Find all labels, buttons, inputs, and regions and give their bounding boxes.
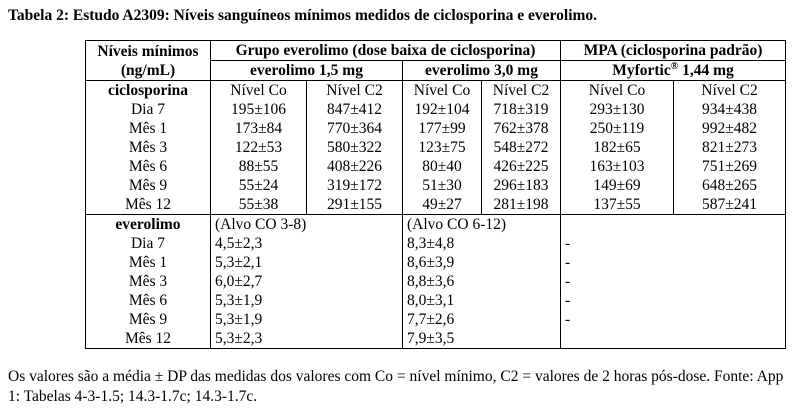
table-cell: 580±322 (307, 138, 403, 157)
table-cell: - (561, 310, 786, 329)
table-cell: 173±84 (211, 119, 307, 138)
table-cell: 770±364 (307, 119, 403, 138)
col-header: Nível C2 (307, 81, 403, 101)
table-cell: 718±319 (482, 100, 561, 119)
everolimo-label: everolimo (86, 215, 211, 235)
ciclosporina-section-row (86, 81, 786, 101)
table-cell: 319±172 (307, 176, 403, 195)
row-label: Mês 9 (86, 176, 211, 195)
table-row (86, 119, 786, 138)
trough-levels-table (85, 40, 786, 349)
table-cell: 5,3±2,3 (211, 329, 403, 349)
table-cell: - (561, 291, 786, 310)
table-cell: - (561, 272, 786, 291)
rowlabel-header-line2: (ng/mL) (120, 61, 176, 79)
table-cell: - (561, 253, 786, 272)
table-cell: 992±482 (674, 119, 786, 138)
table-cell: 648±265 (674, 176, 786, 195)
table-cell: 5,3±1,9 (211, 310, 403, 329)
row-label: Mês 3 (86, 272, 211, 291)
table-cell: 426±225 (482, 157, 561, 176)
group-mpa-header: MPA (ciclosporina padrão) (561, 41, 786, 61)
sub-header-everolimo-1-5: everolimo 1,5 mg (211, 61, 403, 81)
row-label: Mês 6 (86, 157, 211, 176)
row-label: Mês 1 (86, 119, 211, 138)
table-row (86, 100, 786, 119)
table-cell: 296±183 (482, 176, 561, 195)
table-cell: 8,3±4,8 (403, 234, 561, 253)
table-cell: 195±106 (211, 100, 307, 119)
table-cell: 51±30 (403, 176, 482, 195)
table-cell: 192±104 (403, 100, 482, 119)
sub-header-everolimo-3-0: everolimo 3,0 mg (403, 61, 561, 81)
table-cell: 123±75 (403, 138, 482, 157)
row-label: Mês 6 (86, 291, 211, 310)
everolimo-section-row (86, 215, 786, 235)
table-row (86, 176, 786, 195)
row-label: Dia 7 (86, 100, 211, 119)
col-header: Nível Co (403, 81, 482, 101)
rowlabel-header (86, 41, 211, 81)
table-cell: 137±55 (561, 195, 674, 215)
table-cell: 55±38 (211, 195, 307, 215)
table-footnote: Os valores são a média ± DP das medidas dos valores com Co = nível mínimo, C2 = valores de 2 horas pós-dose. Fonte: App 1: Tabelas 4-3-1.5; 14.3-1.7c; 14.3-1.7c. (8, 368, 784, 405)
table-cell: 293±130 (561, 100, 674, 119)
mpa-empty-cell (561, 215, 786, 235)
table-cell: 4,5±2,3 (211, 234, 403, 253)
table-row (86, 234, 786, 253)
table-caption: Tabela 2: Estudo A2309: Níveis sanguíneos mínimos medidos de ciclosporina e everolimo. (8, 7, 598, 24)
table-cell: 177±99 (403, 119, 482, 138)
ciclosporina-label: ciclosporina (86, 81, 211, 101)
col-header: Nível C2 (482, 81, 561, 101)
table-row (86, 272, 786, 291)
table-cell: 7,9±3,5 (403, 329, 561, 349)
table-row (86, 253, 786, 272)
col-header: Nível C2 (674, 81, 786, 101)
row-label: Dia 7 (86, 234, 211, 253)
table-cell: 49±27 (403, 195, 482, 215)
row-label: Mês 12 (86, 195, 211, 215)
myfortic-dose: 1,44 mg (678, 62, 734, 79)
table-cell: 250±119 (561, 119, 674, 138)
table-row (86, 138, 786, 157)
row-label: Mês 3 (86, 138, 211, 157)
table-cell: 122±53 (211, 138, 307, 157)
header-row-1 (86, 41, 786, 61)
table-row (86, 329, 786, 349)
row-label: Mês 9 (86, 310, 211, 329)
group-everolimo-header: Grupo everolimo (dose baixa de ciclosporina) (211, 41, 561, 61)
row-label: Mês 1 (86, 253, 211, 272)
target-everolimo-1-5: (Alvo CO 3-8) (211, 215, 403, 235)
table-cell: 7,7±2,6 (403, 310, 561, 329)
table-cell: 182±65 (561, 138, 674, 157)
table-cell: 6,0±2,7 (211, 272, 403, 291)
table-row (86, 291, 786, 310)
table-cell: - (561, 234, 786, 253)
table-cell: 8,8±3,6 (403, 272, 561, 291)
table-cell: 291±155 (307, 195, 403, 215)
rowlabel-header-line1: Níveis mínimos (97, 42, 199, 60)
table-cell: 5,3±2,1 (211, 253, 403, 272)
table-cell: 548±272 (482, 138, 561, 157)
table-cell: 80±40 (403, 157, 482, 176)
table-cell: 149±69 (561, 176, 674, 195)
table-cell: 587±241 (674, 195, 786, 215)
table-cell: 8,0±3,1 (403, 291, 561, 310)
table-cell: 751±269 (674, 157, 786, 176)
target-everolimo-3-0: (Alvo CO 6-12) (403, 215, 561, 235)
table-cell: 821±273 (674, 138, 786, 157)
table-cell: 55±24 (211, 176, 307, 195)
table-cell: 163±103 (561, 157, 674, 176)
table-row (86, 195, 786, 215)
table-cell: 762±378 (482, 119, 561, 138)
registered-mark: ® (670, 60, 679, 72)
myfortic-name: Myfortic (612, 62, 671, 79)
row-label: Mês 12 (86, 329, 211, 349)
table-cell: 281±198 (482, 195, 561, 215)
table-cell: 5,3±1,9 (211, 291, 403, 310)
table-cell: 847±412 (307, 100, 403, 119)
sub-header-myfortic (561, 61, 786, 81)
table-row (86, 310, 786, 329)
table-cell: 408±226 (307, 157, 403, 176)
table-row (86, 157, 786, 176)
table-cell: 8,6±3,9 (403, 253, 561, 272)
table-cell (561, 329, 786, 349)
table-cell: 88±55 (211, 157, 307, 176)
col-header: Nível Co (211, 81, 307, 101)
col-header: Nível Co (561, 81, 674, 101)
table-cell: 934±438 (674, 100, 786, 119)
